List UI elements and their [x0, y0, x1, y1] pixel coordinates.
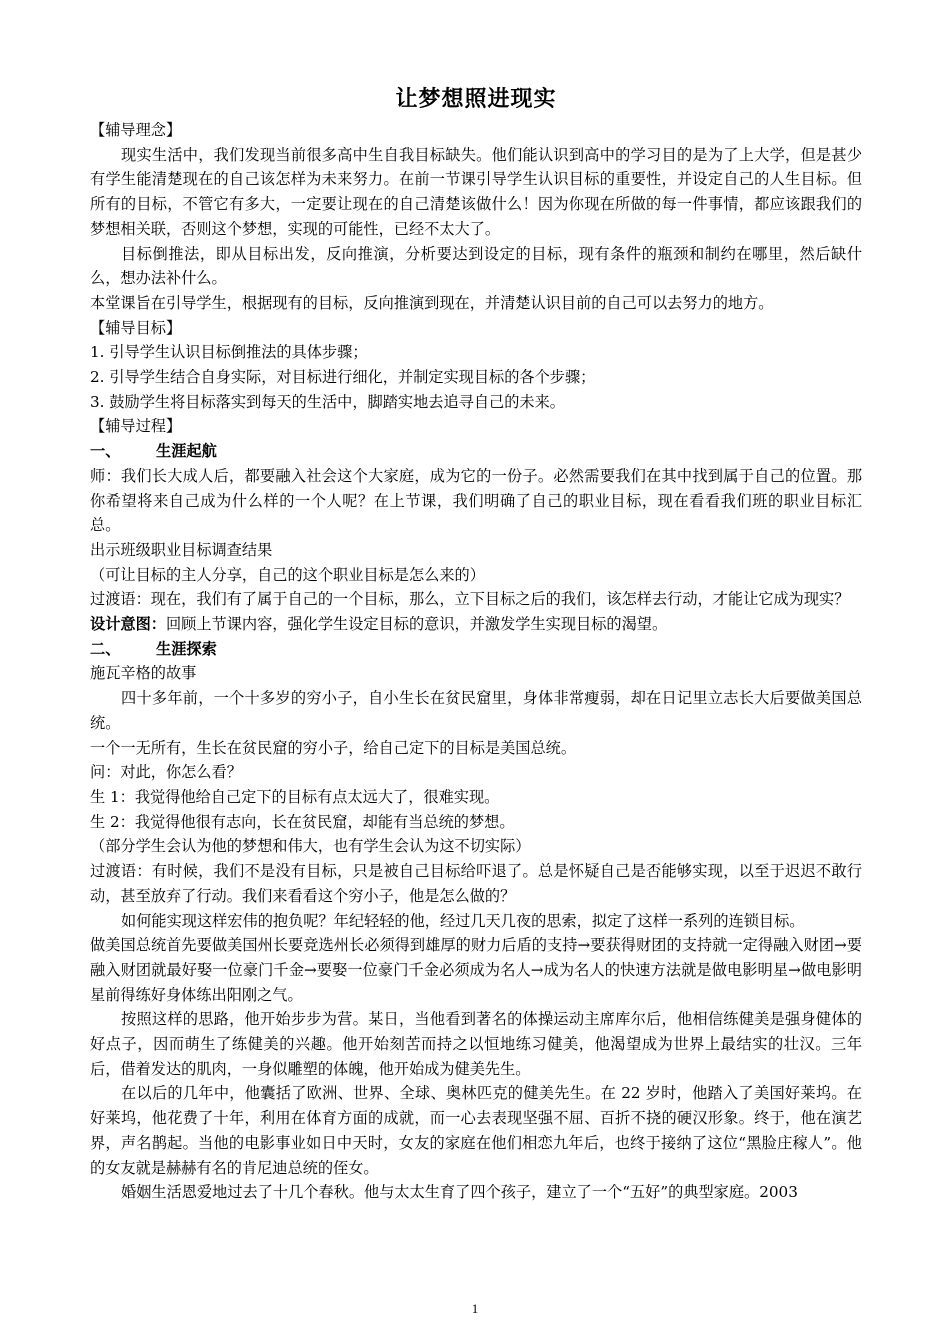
part2-note: （部分学生会认为他的梦想和伟大，也有学生会认为这不切实际）	[90, 837, 531, 856]
design-intent-text: 回顾上节课内容，强化学生设定目标的意识，并激发学生实现目标的渴望。	[165, 615, 668, 634]
section-heading-concept: 【辅导理念】	[90, 121, 182, 139]
concept-paragraph-2: 目标倒推法，即从目标出发，反向推演，分析要达到设定的目标，现有条件的瓶颈和制约在哪里，然后缺什么，想办法补什么。	[90, 244, 862, 288]
story-paragraph-1: 四十多年前，一个十多岁的穷小子，自小生长在贫民窟里，身体非常瘦弱，却在日记里立志长大后要做美国总统。	[90, 689, 862, 732]
design-intent-label: 设计意图：	[90, 615, 166, 634]
goal-chain: 做美国总统首先要做美国州长要竞选州长必须得到雄厚的财力后盾的支持→要获得财团的支持就一定得融入财团→要融入财团就最好娶一位豪门千金→要娶一位豪门千金必须成为名人→成为名人的快速方法就是做电影明星→做电影明星前得练好身体练出阳刚之气。	[90, 936, 862, 1004]
part2-heading	[90, 637, 862, 662]
part1-teacher-text: 师：我们长大成人后，都要融入社会这个大家庭，成为它的一份子。必然需要我们在其中找到属于自己的位置。那你希望将来自己成为什么样的一个人呢？在上节课，我们明确了自己的职业目标，现在看看我们班的职业目标汇总。	[90, 466, 862, 535]
student-answer-2: 生 2：我觉得他很有志向，长在贫民窟，却能有当总统的梦想。	[90, 812, 515, 831]
part1-show-text: 出示班级职业目标调查结果	[90, 540, 273, 559]
part2-number: 二、	[90, 639, 121, 658]
concept-paragraph-1: 现实生活中，我们发现当前很多高中生自我目标缺失。他们能认识到高中的学习目的是为了上大学，但是甚少有学生能清楚现在的自己该怎样为未来努力。在前一节课引导学生认识目标的重要性，并设定自己的人生目标。但所有的目标，不管它有多大，一定要让现在的自己清楚该做什么！因为你现在所做的每一件事情，都应该跟我们的梦想相关联，否则这个梦想，实现的可能性，已经不太大了。	[90, 145, 862, 238]
story-question: 问：对此，你怎么看？	[90, 763, 242, 782]
goal-item-1: 1. 引导学生认识目标倒推法的具体步骤；	[90, 343, 368, 362]
part1-note: （可让目标的主人分享，自己的这个职业目标是怎么来的）	[90, 565, 485, 584]
story-title: 施瓦辛格的故事	[90, 664, 197, 683]
part2-title: 生涯探索	[156, 639, 217, 658]
story-paragraph-5: 在以后的几年中，他囊括了欧洲、世界、全球、奥林匹克的健美先生。在 22 岁时，他踏入了美国好莱坞。在好莱坞，他花费了十年，利用在体育方面的成就，而一心去表现坚强不屈、百折不挠的硬汉形象。终于，他在演艺界，声名鹊起。当他的电影事业如日中天时，女友的家庭在他们相恋九年后，也终于接纳了这位“黑脸庄稼人”。他的女友就是赫赫有名的肯尼迪总统的侄女。	[90, 1084, 862, 1177]
story-paragraph-6: 婚姻生活恩爱地过去了十几个春秋。他与太太生育了四个孩子，建立了一个“五好”的典型家庭。2003	[121, 1183, 798, 1202]
part1-design-intent	[90, 612, 862, 637]
part1-transition: 过渡语：现在，我们有了属于自己的一个目标，那么，立下目标之后的我们，该怎样去行动，才能让它成为现实？	[90, 590, 850, 609]
part1-title: 生涯起航	[156, 442, 217, 461]
story-paragraph-3: 如何能实现这样宏伟的抱负呢？年纪轻轻的他，经过几天几夜的思索，拟定了这样一系列的连锁目标。	[121, 911, 805, 930]
goal-item-3: 3. 鼓励学生将目标落实到每天的生活中，脚踏实地去追寻自己的未来。	[90, 392, 565, 411]
part2-transition: 过渡语：有时候，我们不是没有目标，只是被自己目标给吓退了。总是怀疑自己是否能够实现，以至于迟迟不敢行动，甚至放弃了行动。我们来看看这个穷小子，他是怎么做的？	[90, 862, 862, 905]
document-body	[90, 84, 862, 1205]
document-title: 让梦想照进现实	[395, 87, 557, 112]
part1-heading	[90, 439, 862, 464]
story-paragraph-2: 一个一无所有，生长在贫民窟的穷小子，给自己定下的目标是美国总统。	[90, 738, 576, 757]
page-number: 1	[471, 1301, 479, 1316]
goal-item-2: 2. 引导学生结合自身实际，对目标进行细化，并制定实现目标的各个步骤；	[90, 368, 596, 387]
student-answer-1: 生 1：我觉得他给自己定下的目标有点太远大了，很难实现。	[90, 787, 500, 806]
section-heading-process: 【辅导过程】	[90, 417, 182, 436]
story-paragraph-4: 按照这样的思路，他开始步步为营。某日，当他看到著名的体操运动主席库尔后，他相信练健美是强身健体的好点子，因而萌生了练健美的兴趣。他开始刻苦而持之以恒地练习健美，他渴望成为世界上最结实的壮汉。三年后，借着发达的肌肉，一身似雕塑的体魄，他开始成为健美先生。	[90, 1010, 862, 1078]
concept-paragraph-3: 本堂课旨在引导学生，根据现有的目标，反向推演到现在，并清楚认识目前的自己可以去努力的地方。	[90, 293, 774, 312]
part1-number: 一、	[90, 442, 121, 461]
section-heading-goals: 【辅导目标】	[90, 318, 182, 337]
